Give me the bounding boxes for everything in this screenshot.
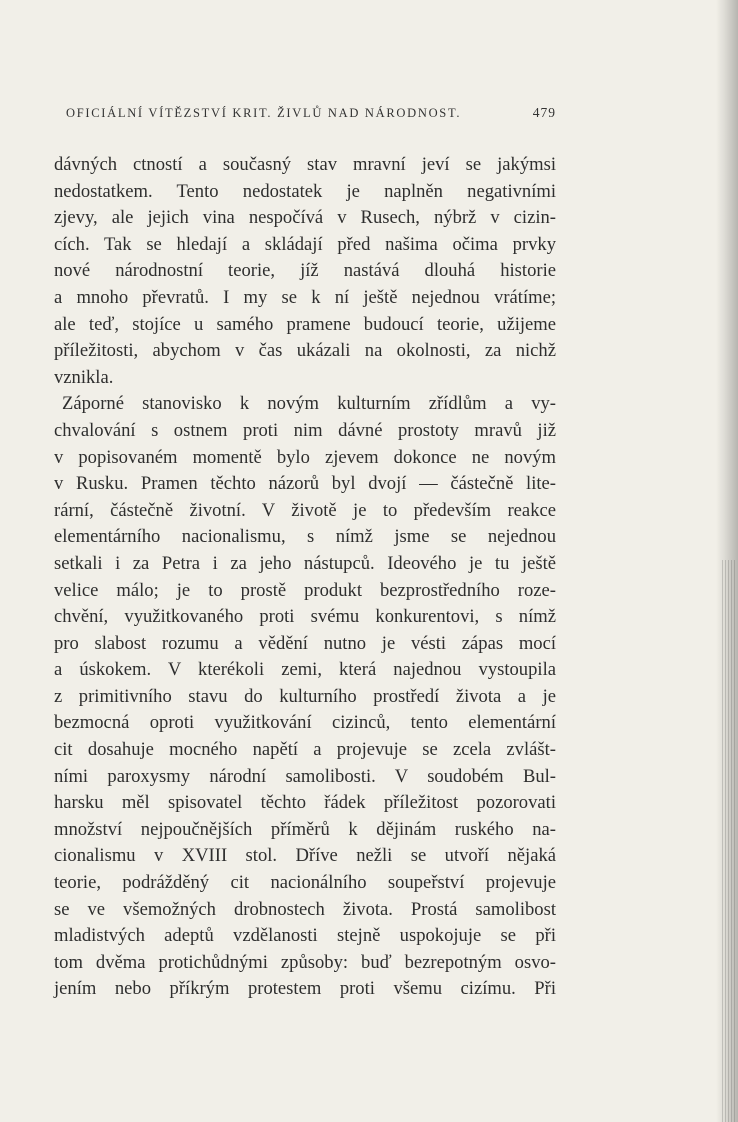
text-line: elementárního nacionalismu, s nímž jsme se nejednou	[54, 526, 556, 548]
text-line: tom dvěma protichůdnými způsoby: buď bezrepotným osvo-	[54, 951, 556, 973]
text-line: cit dosahuje mocného napětí a projevuje se zcela zvlášt-	[54, 739, 556, 761]
text-line: a mnoho převratů. I my se k ní ještě nejednou vrátíme;	[54, 286, 556, 308]
text-line: cionalismu v XVIII stol. Dříve nežli se utvoří nějaká	[54, 845, 556, 867]
text-line: chvění, využitkovaného proti svému konkurentovi, s nímž	[54, 606, 556, 628]
text-line: ními paroxysmy národní samolibosti. V soudobém Bul-	[54, 765, 556, 787]
page-edge-texture	[722, 560, 736, 1122]
text-line: ale teď, stojíce u samého pramene budoucí teorie, užijeme	[54, 313, 556, 335]
text-line: nedostatkem. Tento nedostatek je naplněn negativními	[54, 180, 556, 202]
text-line: mladistvých adeptů vzdělanosti stejně uspokojuje se při	[54, 925, 556, 947]
text-line: setkali i za Petra i za jeho nástupců. Ideového je tu ještě	[54, 552, 556, 574]
text-line: pro slabost rozumu a vědění nutno je vésti zápas mocí	[54, 632, 556, 654]
text-line: zjevy, ale jejich vina nespočívá v Rusech, nýbrž v cizin-	[54, 207, 556, 229]
text-line: v popisovaném momentě bylo zjevem dokonce ne novým	[54, 446, 556, 468]
text-line: velice málo; je to prostě produkt bezprostředního roze-	[54, 579, 556, 601]
text-line: jením nebo příkrým protestem proti všemu cizímu. Při	[54, 978, 556, 1000]
text-line: a úskokem. V kterékoli zemi, která najednou vystoupila	[54, 659, 556, 681]
text-line: chvalování s ostnem proti nim dávné prostoty mravů již	[54, 419, 556, 441]
text-line: nové národnostní teorie, jíž nastává dlouhá historie	[54, 260, 556, 282]
text-line: bezmocná oproti využitkování cizinců, tento elementární	[54, 712, 556, 734]
running-head-title: OFICIÁLNÍ VÍTĚZSTVÍ KRIT. ŽIVLŮ NAD NÁRODNOST.	[66, 106, 462, 120]
running-head	[66, 105, 556, 121]
text-line: harsku měl spisovatel těchto řádek příležitost pozorovati	[54, 792, 556, 814]
text-line: množství nejpoučnějších příměrů k dějinám ruského na-	[54, 818, 556, 840]
body-text	[54, 152, 556, 1003]
text-line: příležitosti, abychom v čas ukázali na okolnosti, za nichž	[54, 340, 556, 362]
text-line: v Rusku. Pramen těchto názorů byl dvojí — částečně lite-	[54, 473, 556, 495]
page-number: 479	[532, 105, 556, 120]
text-line: rární, částečně životní. V životě je to především reakce	[54, 499, 556, 521]
text-line-paragraph-start: Záporné stanovisko k novým kulturním zřídlům a vy-	[62, 393, 556, 415]
text-line: vznikla.	[54, 366, 114, 388]
text-line: dávných ctností a současný stav mravní jeví se jakýmsi	[54, 154, 556, 175]
text-line: z primitivního stavu do kulturního prostředí života a je	[54, 685, 556, 707]
text-line: cích. Tak se hledají a skládají před našima očima prvky	[54, 233, 556, 255]
text-line: teorie, podrážděný cit nacionálního soupeřství projevuje	[54, 872, 556, 894]
text-line: se ve všemožných drobnostech života. Prostá samolibost	[54, 898, 556, 920]
